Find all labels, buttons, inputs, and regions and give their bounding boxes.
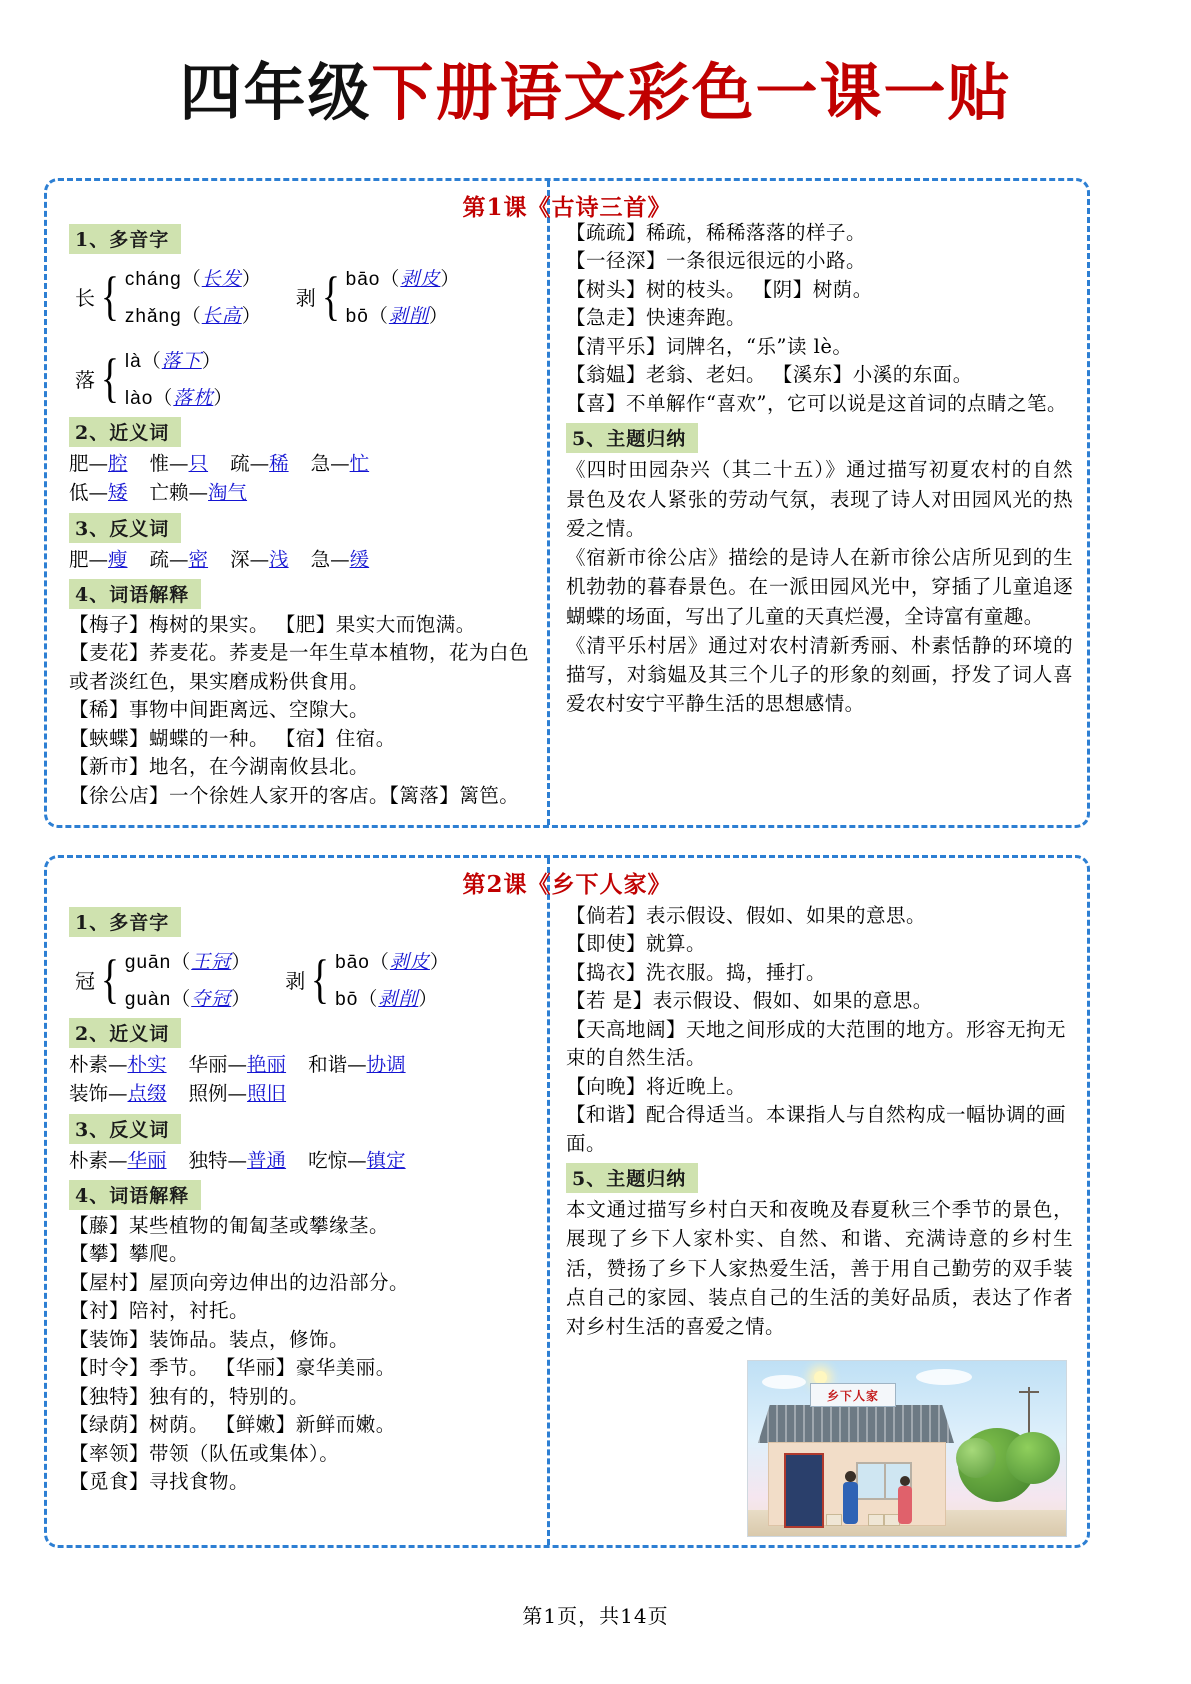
polyphonic-reading: bō（剥削） — [335, 988, 439, 1010]
lesson-1-polyphonic-row-1 — [75, 264, 537, 328]
explanation-item: 【倘若】表示假设、假如、如果的意思。 — [566, 904, 927, 927]
example-word: 落下 — [161, 350, 202, 372]
explanation-item: 【攀】攀爬。 — [69, 1242, 190, 1266]
word-pair: 急—缓 — [310, 547, 370, 571]
lesson-1-left-column — [47, 181, 547, 825]
polyphonic-reading: guān（王冠） — [124, 951, 252, 973]
pinyin: guān — [124, 952, 172, 973]
polyphonic-reading: cháng（长发） — [124, 268, 262, 290]
example-word: 剥皮 — [400, 268, 441, 290]
pinyin: bāo — [335, 952, 370, 973]
lesson-1-section-polyphonic: 1、多音字 — [69, 224, 181, 254]
lesson-1-synonyms — [69, 449, 537, 478]
lesson-2-right-column — [547, 858, 1087, 1545]
word-pair: 亡赖—淘气 — [149, 481, 248, 505]
lesson-1-card — [44, 178, 1090, 828]
word-pair: 惟—只 — [149, 452, 209, 475]
lesson-2-section-synonyms: 2、近义词 — [69, 1018, 181, 1048]
polyphonic-char: 剥 — [285, 968, 306, 993]
explanation-item: 【稀】事物中间距离远、空隙大。 — [69, 698, 370, 722]
pinyin: guàn — [124, 989, 172, 1010]
explanation-item: 【即使】就算。 — [566, 932, 707, 956]
lesson-1-polyphonic-row-2 — [75, 346, 537, 410]
explanation-item: 【徐公店】一个徐姓人家开的客店。【篱落】篱笆。 — [69, 783, 520, 807]
explanation-item: 【独特】独有的，特别的。 — [69, 1384, 310, 1408]
lesson-1-section-synonyms: 2、近义词 — [69, 417, 181, 447]
pinyin: là — [124, 351, 142, 372]
lesson-2-left-column — [47, 858, 547, 1545]
word-pair: 独特—普通 — [188, 1148, 287, 1172]
example-word: 长高 — [201, 305, 242, 327]
explanation-item: 【绿荫】树荫。 【鲜嫩】新鲜而嫩。 — [69, 1413, 396, 1437]
explanation-item: 【麦花】荞麦花。荞麦是一年生草本植物，花为白色或者淡红色，果实磨成粉供食用。 — [69, 641, 530, 693]
polyphonic-reading: lào（落枕） — [124, 387, 234, 409]
countryside-illustration — [747, 1360, 1067, 1537]
lesson-1-section-summary: 5、主题归纳 — [566, 423, 698, 453]
explanation-item: 【藤】某些植物的匍匐茎或攀缘茎。 — [69, 1213, 390, 1237]
polyphonic-reading: zhǎng（长高） — [124, 305, 262, 327]
explanation-item: 【捣衣】洗衣服。捣，捶打。 — [566, 960, 827, 984]
polyphonic-reading: bō（剥削） — [345, 305, 449, 327]
explanation-item: 【率领】带领（队伍或集体）。 — [69, 1441, 340, 1465]
brace-icon: { — [321, 265, 340, 326]
polyphonic-char: 落 — [75, 367, 95, 392]
page-footer: 第1页，共14页 — [522, 1604, 669, 1628]
explanation-item: 【装饰】装饰品。装点，修饰。 — [69, 1327, 350, 1351]
explanation-item: 【天高地阔】天地之间形成的大范围的地方。形容无拘无束的自然生活。 — [566, 1017, 1067, 1070]
explanation-item: 【若 是】表示假设、假如、如果的意思。 — [566, 989, 933, 1013]
pinyin: lào — [124, 388, 154, 409]
explanation-item: 【屋村】屋顶向旁边伸出的边沿部分。 — [69, 1270, 410, 1294]
lesson-2-synonyms — [69, 1050, 537, 1079]
word-pair: 华丽—艳丽 — [188, 1053, 287, 1076]
word-pair: 装饰—点缀 — [69, 1082, 167, 1106]
basket-icon — [826, 1514, 842, 1526]
brace-icon: { — [100, 347, 120, 408]
lesson-1-section-explanations: 4、词语解释 — [69, 579, 201, 609]
cloud-icon — [916, 1369, 972, 1385]
house-door — [784, 1453, 824, 1528]
explanation-item: 【和谐】配合得适当。本课指人与自然构成一幅协调的画面。 — [566, 1103, 1067, 1155]
explanation-item: 【新市】地名，在今湖南攸县北。 — [69, 755, 370, 779]
word-pair: 疏—稀 — [230, 452, 289, 475]
pinyin: zhǎng — [124, 306, 182, 327]
lesson-2-polyphonic-row-1 — [75, 947, 537, 1011]
example-word: 剥皮 — [389, 951, 430, 973]
house-sign-label: 乡下人家 — [826, 1388, 879, 1403]
polyphonic-char: 长 — [75, 285, 95, 310]
summary-paragraph: 《四时田园杂兴（其二十五）》通过描写初夏农村的自然景色及农人紧张的劳动气氛，表现了诗人对田园风光的热爱之情。 — [566, 458, 1073, 540]
explanation-item: 【梅子】梅树的果实。 【肥】果实大而饱满。 — [69, 612, 476, 636]
pinyin: bō — [335, 989, 359, 1010]
explanation-item: 【喜】不单解作“喜欢”，它可以说是这首词的点睛之笔。 — [566, 391, 1067, 415]
polyphonic-reading: guàn（夺冠） — [124, 988, 252, 1010]
lesson-1-header: 第1课《古诗三首》 — [462, 194, 672, 221]
lesson-2-section-antonyms: 3、反义词 — [69, 1114, 181, 1144]
pinyin: cháng — [124, 269, 182, 290]
polyphonic-group-chang — [75, 264, 262, 328]
explanation-item: 【觅食】寻找食物。 — [69, 1469, 250, 1493]
explanation-item: 【向晚】将近晚上。 — [566, 1074, 747, 1098]
brace-icon: { — [100, 948, 120, 1009]
lesson-2-header: 第2课《乡下人家》 — [462, 871, 672, 898]
page-title-part1: 四年级 — [179, 56, 372, 129]
lesson-1-section-antonyms: 3、反义词 — [69, 513, 181, 543]
word-pair: 深—浅 — [230, 547, 289, 571]
polyphonic-group-luo — [75, 346, 233, 410]
explanation-item: 【一径深】一条很远很远的小路。 — [566, 249, 867, 273]
summary-paragraph: 《清平乐村居》通过对农村清新秀丽、朴素恬静的环境的描写，对翁媪及其三个儿子的形象的刻画，抒发了词人喜爱农村安宁平静生活的思想感情。 — [566, 633, 1073, 716]
word-pair: 急—忙 — [310, 452, 370, 475]
polyphonic-char: 冠 — [75, 968, 95, 993]
house-roof — [758, 1405, 954, 1443]
lesson-1-antonyms — [69, 545, 537, 574]
lesson-2-section-explanations: 4、词语解释 — [69, 1180, 201, 1210]
tree-icon — [1006, 1432, 1060, 1484]
polyphonic-reading: bāo（剥皮） — [335, 951, 450, 973]
tree-icon — [956, 1438, 996, 1478]
polyphonic-char: 剥 — [295, 285, 316, 310]
lesson-2-card — [44, 855, 1090, 1548]
page-title — [0, 0, 1191, 129]
word-pair: 低—矮 — [69, 481, 128, 505]
polyphonic-group-bao — [296, 264, 461, 328]
word-pair: 吃惊—镇定 — [308, 1148, 406, 1172]
pinyin: bāo — [345, 269, 381, 290]
example-word: 剥削 — [388, 305, 429, 327]
summary-paragraph: 《宿新市徐公店》描绘的是诗人在新市徐公店所见到的生机勃勃的暮春景色。在一派田园风光中，穿插了儿童追逐蝴蝶的场面，写出了儿童的天真烂漫，全诗富有童趣。 — [566, 546, 1073, 628]
lesson-2-synonyms-row2 — [69, 1079, 537, 1108]
example-word: 王冠 — [191, 951, 232, 973]
word-pair: 和谐—协调 — [308, 1053, 406, 1076]
example-word: 落枕 — [173, 387, 214, 409]
summary-paragraph: 本文通过描写乡村白天和夜晚及春夏秋三个季节的景色，展现了乡下人家朴实、自然、和谐、充满诗意的乡村生活，赞扬了乡下人家热爱生活，善于用自己勤劳的双手装点自己的家园、装点自己的生活的美好品质，表达了作者对乡村生活的喜爱之情。 — [566, 1198, 1073, 1339]
word-pair: 朴素—朴实 — [69, 1053, 167, 1076]
house-sign — [810, 1383, 896, 1407]
brace-icon: { — [100, 265, 120, 326]
cloud-icon — [762, 1375, 806, 1389]
word-pair: 照例—照旧 — [188, 1082, 287, 1106]
polyphonic-group-guan — [75, 947, 251, 1011]
word-pair: 肥—腔 — [69, 452, 128, 475]
example-word: 夺冠 — [191, 988, 232, 1010]
explanation-item: 【衬】陪衬，衬托。 — [69, 1299, 250, 1323]
person-figure — [843, 1482, 858, 1524]
brace-icon: { — [311, 948, 330, 1009]
word-pair: 疏—密 — [149, 547, 209, 571]
page-title-part2: 下册语文彩色 — [371, 56, 756, 129]
word-pair: 朴素—华丽 — [69, 1148, 167, 1172]
explanation-item: 【蛺蝶】蝴蝶的一种。 【宿】住宿。 — [69, 726, 396, 750]
example-word: 长发 — [201, 268, 242, 290]
explanation-item: 【树头】树的枝头。 【阴】树荫。 — [566, 277, 873, 301]
explanation-item: 【翁媪】老翁、老妇。 【溪东】小溪的东面。 — [566, 363, 973, 387]
person-figure — [898, 1486, 912, 1524]
page-title-part3: 一课一贴 — [755, 56, 1012, 129]
explanation-item: 【时令】季节。 【华丽】豪华美丽。 — [69, 1356, 396, 1380]
polyphonic-group-bao — [285, 947, 450, 1011]
explanation-item: 【急走】快速奔跑。 — [566, 306, 747, 330]
example-word: 剥削 — [378, 988, 419, 1010]
lesson-2-section-polyphonic: 1、多音字 — [69, 907, 181, 937]
lesson-2-antonyms — [69, 1146, 537, 1175]
pinyin: bō — [345, 306, 369, 327]
lesson-1-right-column — [547, 181, 1087, 825]
lesson-2-section-summary: 5、主题归纳 — [566, 1163, 698, 1193]
explanation-item: 【清平乐】词牌名，“乐”读 lè。 — [566, 334, 853, 358]
polyphonic-reading: là（落下） — [124, 350, 222, 372]
basket-icon — [868, 1514, 884, 1526]
word-pair: 肥—瘦 — [69, 547, 128, 571]
lesson-1-synonyms-row2 — [69, 478, 537, 507]
polyphonic-reading: bāo（剥皮） — [345, 268, 461, 290]
explanation-item: 【疏疏】稀疏，稀稀落落的样子。 — [566, 221, 867, 244]
